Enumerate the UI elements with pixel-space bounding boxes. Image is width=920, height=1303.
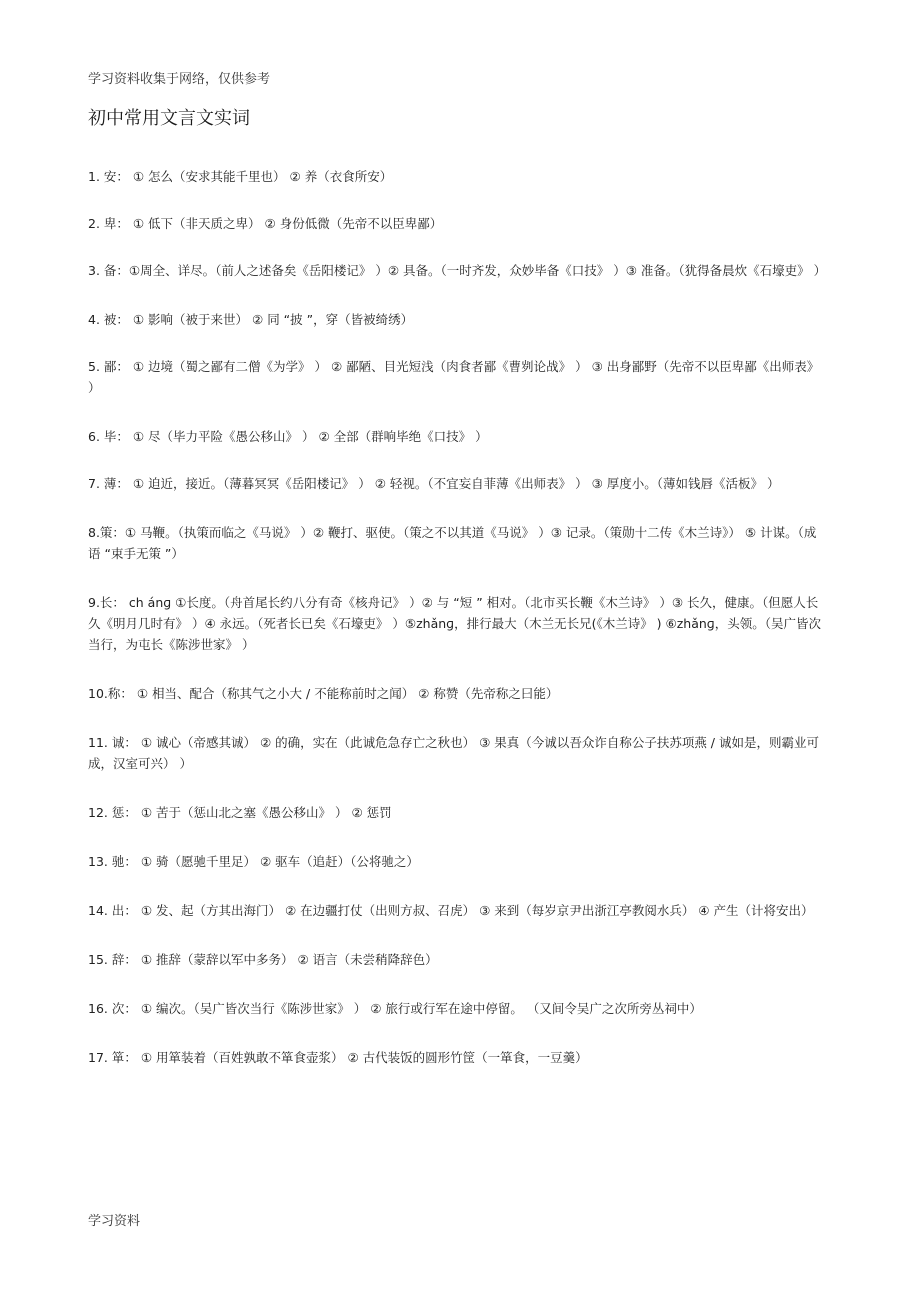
entry-bi: 5. 鄙： ① 边境（蜀之鄙有二僧《为学》 ） ② 鄙陋、目光短浅（肉食者鄙《曹刿论战》 ） ③ 出身鄙野（先帝不以臣卑鄙《出师表》 ）	[88, 359, 820, 395]
entry-chu: 14. 出： ① 发、起（方其出海门） ② 在边疆打仗（出则方叔、召虎） ③ 来到（每岁京尹出浙江亭教阅水兵） ④ 产生（计将安出）	[88, 903, 814, 918]
entry-an: 1. 安： ① 怎么（安求其能千里也） ② 养（衣食所安）	[88, 169, 393, 184]
entry-bei-cover: 4. 被： ① 影响（被于来世） ② 同 “披 ”，穿（皆被绮绣）	[88, 312, 414, 327]
entry-ci-order: 16. 次： ① 编次。（吴广皆次当行《陈涉世家》 ） ② 旅行或行军在途中停留。 （又间令吴广之次所旁丛祠中）	[88, 1001, 702, 1016]
entry-cheng-punish: 12. 惩： ① 苦于（惩山北之塞《愚公移山》 ） ② 惩罚	[88, 805, 392, 820]
entry-dan: 17. 箪： ① 用箪装着（百姓孰敢不箪食壶浆） ② 古代装饭的圆形竹筐（一箪食，一豆羹）	[88, 1050, 588, 1065]
entry-chang: 9.长： ch ánɡ ①长度。（舟首尾长约八分有奇《核舟记》 ）② 与 “短 ” 相对。（北市买长鞭《木兰诗》 ）③ 长久，健康。（但愿人长久《明月几时有》 ）④ 永远。（死者长已矣《石壕吏》 ）⑤zhǎnɡ，排行最大（木兰无长兄(《木兰诗》 ) ⑥zhǎnɡ，头领。（吴广皆次当行，为屯长《陈涉世家》 ）	[88, 595, 821, 652]
entry-cheng-sincere: 11. 诚： ① 诚心（帝感其诚） ② 的确，实在（此诚危急存亡之秋也） ③ 果真（今诚以吾众诈自称公子扶苏项燕 / 诚如是，则霸业可成，汉室可兴） ）	[88, 735, 819, 771]
footer-note: 学习资料	[88, 1214, 141, 1229]
entry-bo: 7. 薄： ① 迫近，接近。（薄暮冥冥《岳阳楼记》 ） ② 轻视。（不宜妄自菲薄《出师表》 ） ③ 厚度小。（薄如钱唇《活板》 ）	[88, 476, 780, 491]
entry-cheng-fit: 10.称： ① 相当、配合（称其气之小大 / 不能称前时之闻） ② 称赞（先帝称之曰能）	[88, 686, 559, 701]
entry-ce: 8.策：① 马鞭。（执策而临之《马说》 ）② 鞭打、驱使。（策之不以其道《马说》 ）③ 记录。（策勋十二传《木兰诗》） ⑤ 计谋。（成语 “束手无策 ”）	[88, 525, 817, 561]
entry-bei-low: 2. 卑： ① 低下（非天质之卑） ② 身份低微（先帝不以臣卑鄙）	[88, 216, 443, 231]
page-title: 初中常用文言文实词	[88, 108, 250, 129]
header-note: 学习资料收集于网络，仅供参考	[88, 72, 271, 87]
entry-bi-finish: 6. 毕： ① 尽（毕力平险《愚公移山》 ） ② 全部（群响毕绝《口技》 ）	[88, 429, 488, 444]
entry-chi: 13. 驰： ① 骑（愿驰千里足） ② 驱车（追赶）（公将驰之）	[88, 854, 419, 869]
entry-list	[88, 166, 828, 1068]
entry-ci-decline: 15. 辞： ① 推辞（蒙辞以军中多务） ② 语言（未尝稍降辞色）	[88, 952, 438, 967]
entry-bei-prepare: 3. 备：①周全、详尽。（前人之述备矣《岳阳楼记》 ）② 具备。（一时齐发，众妙毕备《口技》 ）③ 准备。（犹得备晨炊《石壕吏》 ）	[88, 263, 827, 278]
